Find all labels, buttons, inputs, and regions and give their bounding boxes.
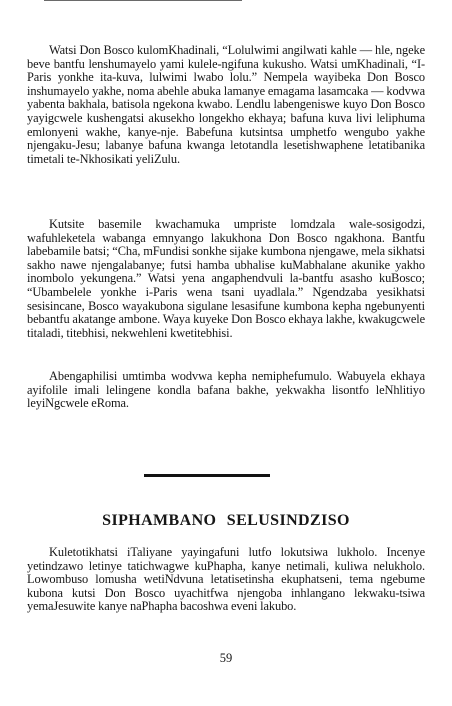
paragraph-4: Kuletotikhatsi iTaliyane yayingafuni lutfo lokutsiwa lukholo. Incenye yetindzawo letinye tatichwagwe kuPhapha, kanye netimali, kuliwa nelukholo. Lowombuso lomusha wetiNdvuna letatisetinsha ekuphatseni, tema ngebume kubona kutsi Don Bosco uyachitfwa njengoba inhlangano lekwaku-tsiwa yemaJesuwite kanye naPhapha bacoshwa eveni lakubo. xyxy=(27,545,425,614)
paragraph-1: Watsi Don Bosco kulomKhadinali, “Lolulwimi angilwati kahle — hle, ngeke beve bantfu lenshumayelo yami kulele-ngifuna kukusho. Watsi umKhadinali, “I-Paris yonkhe ita-kuva, lulwimi lwabo lolu.” Nempela wayibeka Don Bosco inshumayelo yakhe, noma abehle abuka lamanye emagama lasamcaka — kodvwa yabenta bakhala, batisola ngekona kwabo. Lendlu labengeniswe kuyo Don Bosco yayigcwele kushengatsi akusekho longekho ekhaya; bafuna kuva livi leliphuma emlonyeni wakhe, kanye-nje. Babefuna kutsintsa umphetfo wengubo yakhe njengaku-Jesu; labanye bafuna kwanga letotandla lesetishwaphene letatibanika timetali te-Nkhosikati yeliZulu. xyxy=(27,43,425,166)
section-divider xyxy=(144,474,270,477)
top-rule xyxy=(44,0,242,1)
section-heading: SIPHAMBANO SELUSINDZISO xyxy=(102,512,350,529)
paragraph-2: Kutsite basemile kwachamuka umpriste lomdzala wale-sosigodzi, wafuhleketela wabanga emnyango lakukhona Don Bosco ngakhona. Bantfu labebamile batsi; “Cha, mFundisi sonkhe sijake kumbona njengawe, mela sikhatsi sakho nawe njengalabanye; futsi hamba ubhalise kuMabhalane akunike yakho inombolo yekungena.” Watsi yena angaphendvuli la-bantfu asasho kuBosco; “Ubambelele yonkhe i-Paris wena tsani uyadlala.” Ngendzaba yesikhatsi sesisincane, Bosco wayakubona sigulane lesasifune kumbona kepha ngebunyenti bebantfu akatange ambone. Waya kuyeke Don Bosco ekhaya lakhe, kwakugcwele titaladi, titebhisi, nekwehleni kwetitebhisi. xyxy=(27,217,425,340)
paragraph-3: Abengaphilisi umtimba wodvwa kepha nemiphefumulo. Wabuyela ekhaya ayifolile imali lelingene kondla bafana bakhe, yekwakha lisontfo leNhlitiyo leyiNgcwele eRoma. xyxy=(27,369,425,411)
page-number: 59 xyxy=(219,651,233,665)
